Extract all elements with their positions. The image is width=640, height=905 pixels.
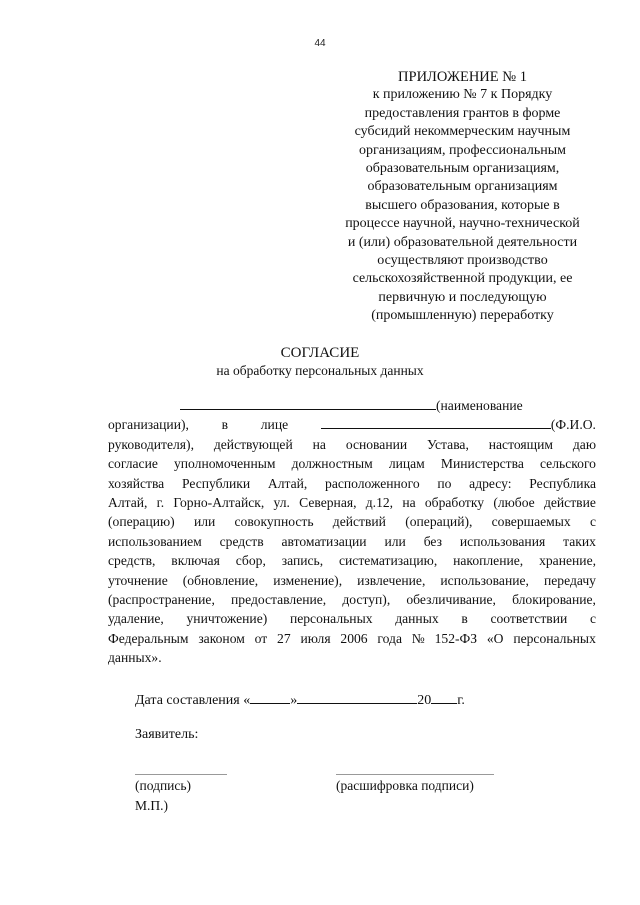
body-word: по (437, 475, 452, 491)
body-word: д.12, (365, 495, 394, 511)
body-word: адресу: (469, 475, 512, 491)
signature-field[interactable] (135, 774, 227, 775)
appendix-line: сельскохозяйственной продукции, ее (352, 271, 573, 287)
appendix-line: (промышленную) переработку (371, 308, 554, 324)
signature-caption: (подпись) (135, 778, 192, 793)
body-word: руководителя), (108, 436, 194, 452)
body-word: включая (171, 553, 220, 569)
date-quote-close: » (290, 693, 298, 708)
body-word: действий (332, 514, 386, 530)
body-word: Республики (181, 475, 251, 491)
body-word: в (461, 611, 468, 627)
signature-decoding-caption: (расшифровка подписи) (336, 778, 474, 793)
body-word: средств (219, 533, 264, 549)
body-word: хозяйства (108, 475, 165, 491)
stamp-place-label: М.П.) (135, 798, 168, 813)
appendix-line: субсидий некоммерческим научным (354, 124, 571, 140)
body-word: года (377, 630, 402, 646)
body-word: действие (543, 495, 596, 511)
body-line (108, 629, 596, 648)
appendix-line: процессе научной, научно-технической (345, 216, 580, 232)
body-word: Федеральным (108, 630, 189, 646)
date-year-suffix: г. (457, 693, 465, 708)
body-word: Министерства (440, 456, 524, 472)
applicant-label: Заявитель: (135, 727, 199, 742)
body-word: совершаемых (491, 514, 571, 530)
body-word: от (254, 630, 268, 646)
signature-decoding-field[interactable] (336, 774, 494, 775)
body-word: Северная, (299, 495, 357, 511)
appendix-line: высшего образования, которые в (365, 197, 560, 213)
body-word: Республика (529, 475, 596, 491)
appendix-block (330, 68, 595, 326)
body-word: средств, (108, 553, 156, 569)
body-word: уполномоченным (173, 456, 276, 472)
body-word: персональных (289, 611, 373, 627)
document-title: СОГЛАСИЕ (280, 345, 360, 361)
body-word: данных (395, 611, 439, 627)
body-word: г. (156, 495, 165, 511)
date-day-field[interactable] (250, 690, 290, 704)
body-word: должностным (291, 456, 373, 472)
body-word: 27 (277, 630, 291, 646)
body-word: Устава, (427, 436, 469, 452)
appendix-line: и (или) образовательной деятельности (347, 234, 578, 250)
body-word: на (312, 436, 326, 452)
body-word: действующей (213, 436, 293, 452)
body-word: систематизацию, (339, 553, 438, 569)
body-word: на (402, 495, 416, 511)
body-word: даю (572, 436, 596, 452)
body-word: № (411, 630, 425, 646)
body-word: соответствии (490, 611, 568, 627)
body-line (108, 512, 596, 531)
appendix-heading: ПРИЛОЖЕНИЕ № 1 (398, 69, 527, 85)
justified-lines (108, 435, 596, 648)
body-line (108, 532, 596, 551)
body-word: законом (198, 630, 245, 646)
body-word: удаление, (108, 611, 164, 627)
body-word: уничтожение) (186, 611, 268, 627)
body-word: основании (345, 436, 408, 452)
body-word: (операций), (405, 514, 473, 530)
body-word: предоставление, (231, 592, 327, 608)
body-word: согласие (108, 456, 158, 472)
body-word: или (384, 533, 406, 549)
body-word: передачу (543, 572, 596, 588)
body-word: использования (459, 533, 546, 549)
body-word: сбор, (235, 553, 266, 569)
body-line (108, 474, 596, 493)
body-word: в (221, 417, 229, 433)
body-line (108, 551, 596, 570)
appendix-line: к приложению № 7 к Порядку (372, 87, 553, 103)
body-word: накопление, (453, 553, 524, 569)
body-word: хранение, (539, 553, 596, 569)
consent-body (108, 396, 596, 668)
director-name-field[interactable] (321, 415, 551, 429)
organization-name-field[interactable] (180, 396, 436, 410)
body-line (108, 435, 596, 454)
body-line (108, 590, 596, 609)
date-label: Дата составления « (135, 693, 251, 708)
body-word: изменение), (273, 572, 343, 588)
organization-name-hint: (наименование (436, 398, 523, 413)
body-word: 152-ФЗ (434, 630, 478, 646)
body-word: настоящим (488, 436, 553, 452)
body-word: ул. (273, 495, 290, 511)
body-word: блокирование, (512, 592, 596, 608)
body-word: таких (563, 533, 596, 549)
body-word: доступ), (342, 592, 391, 608)
body-word: (операцию) (108, 514, 175, 530)
body-word: использование, (440, 572, 529, 588)
body-word: автоматизации (281, 533, 367, 549)
document-subtitle: на обработку персональных данных (216, 363, 424, 378)
appendix-line: предоставления грантов в форме (364, 105, 561, 121)
body-word: извлечение, (357, 572, 426, 588)
body-word: использованием (108, 533, 202, 549)
body-word: без (423, 533, 442, 549)
body-word: обезличивание, (406, 592, 496, 608)
date-line (135, 690, 465, 709)
body-word: с (589, 514, 596, 530)
body-word: запись, (281, 553, 324, 569)
body-word: с (589, 611, 596, 627)
body-word: 2006 (340, 630, 368, 646)
page-number: 44 (314, 38, 326, 49)
body-word: «О (486, 630, 504, 646)
body-word: Горно-Алтайск, (173, 495, 265, 511)
date-month-field[interactable] (297, 690, 417, 704)
body-word: организации), (108, 417, 189, 433)
body-line (108, 571, 596, 590)
body-line-1 (108, 396, 596, 415)
body-word: июля (300, 630, 331, 646)
body-word: расположенного (325, 475, 420, 491)
body-word: или (193, 514, 216, 530)
appendix-line: первичную и последующую (378, 289, 547, 305)
date-year-field[interactable] (431, 690, 457, 704)
appendix-line: образовательным организациям, (365, 161, 560, 177)
appendix-line: организациям, профессиональным (359, 142, 566, 158)
body-word: лицам (388, 456, 425, 472)
body-word: Алтай, (108, 495, 148, 511)
body-line (108, 609, 596, 628)
body-word: сельского (539, 456, 596, 472)
date-year-prefix: 20 (417, 693, 432, 708)
body-word: Алтай, (267, 475, 308, 491)
body-line (108, 493, 596, 512)
body-word: совокупность (234, 514, 314, 530)
body-word: (распространение, (108, 592, 215, 608)
body-word: (любое (493, 495, 535, 511)
body-word: уточнение (108, 572, 168, 588)
body-line (108, 454, 596, 473)
body-last-line: данных». (108, 650, 162, 666)
body-word: обработку (424, 495, 485, 511)
body-line-2 (108, 415, 596, 434)
appendix-line: образовательным организациям (367, 179, 558, 195)
body-word: лице (260, 417, 289, 433)
appendix-line: осуществляют производство (377, 253, 548, 269)
body-word: (обновление, (182, 572, 259, 588)
director-name-hint: (Ф.И.О. (550, 417, 596, 433)
body-word: персональных (513, 630, 596, 646)
